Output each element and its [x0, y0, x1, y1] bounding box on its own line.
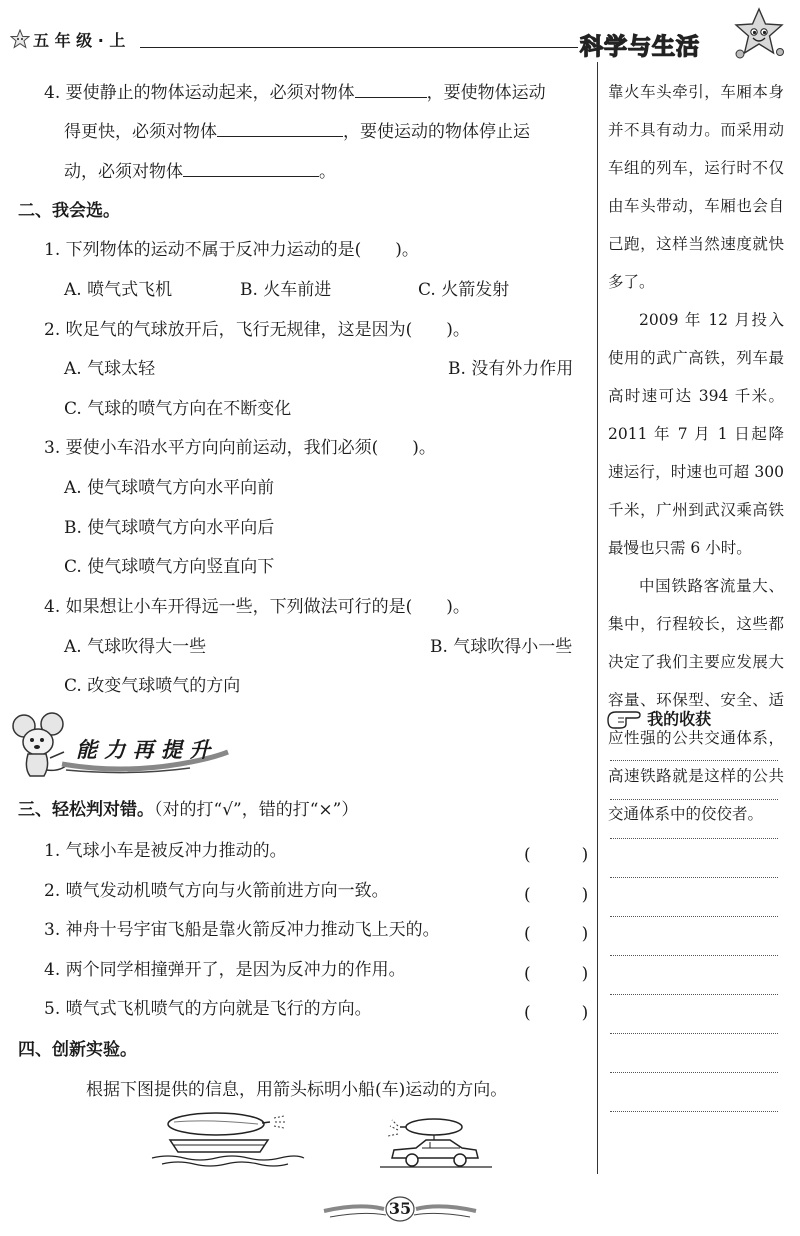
fill-question-line-1: 4. 要使静止的物体运动起来，必须对物体 ，要使物体运动	[44, 83, 546, 103]
notes-line[interactable]	[610, 877, 778, 878]
sidebar-paragraph-1: 靠火车头牵引，车厢本身并不具有动力。而采用动车组的列车，运行时不仅由车头带动，车厢也会自己跑，这样当然速度就快多了。	[608, 83, 784, 291]
grade-label: 五 年 级 · 上	[33, 31, 126, 50]
smiling-star-mascot-icon	[730, 6, 788, 62]
option-c[interactable]: C. 改变气球喷气的方向	[64, 676, 241, 696]
balloon-car-drawing[interactable]	[376, 1114, 496, 1174]
notes-line[interactable]	[610, 1033, 778, 1034]
sidebar-paragraph-3: 中国铁路客流量大、集中，行程较长，这些都决定了我们主要应发展大容量、环保型、安全、适应性强的公共交通体系，高速铁路就是这样的公共交通体系中的佼佼者。	[608, 577, 784, 823]
answer-blank[interactable]	[355, 81, 427, 98]
notes-line[interactable]	[610, 799, 778, 800]
option-b[interactable]: B. 火车前进	[240, 280, 332, 300]
section-2-title: 二、我会选。	[18, 201, 120, 221]
answer-parens[interactable]: ( )	[524, 924, 589, 944]
option-c[interactable]: C. 火箭发射	[418, 280, 510, 300]
section-4-title: 四、创新实验。	[18, 1040, 137, 1060]
header	[0, 0, 800, 60]
answer-parens[interactable]: ( )	[524, 845, 589, 865]
fill-question-line-2: 得更快，必须对物体 ，要使运动的物体停止运	[64, 122, 530, 142]
section-3-hint: （对的打“√”，错的打“×”）	[154, 800, 359, 820]
option-a[interactable]: A. 使气球喷气方向水平向前	[64, 478, 275, 498]
choice-question-4: 4. 如果想让小车开得远一些，下列做法可行的是( )。	[44, 597, 470, 617]
option-c[interactable]: C. 使气球喷气方向竖直向下	[64, 557, 275, 577]
notes-line[interactable]	[610, 994, 778, 995]
brand-title: 科学与生活	[580, 34, 700, 60]
option-b[interactable]: B. 气球吹得小一些	[430, 637, 573, 657]
page-number: 35	[388, 1199, 412, 1218]
choice-question-2: 2. 吹足气的气球放开后，飞行无规律，这是因为( )。	[44, 320, 470, 340]
choice-question-3: 3. 要使小车沿水平方向向前运动，我们必须( )。	[44, 438, 436, 458]
option-a[interactable]: A. 气球太轻	[64, 359, 156, 379]
judge-item-4: 4. 两个同学相撞弹开了，是因为反冲力的作用。	[44, 960, 406, 980]
notes-line[interactable]	[610, 838, 778, 839]
answer-blank[interactable]	[183, 160, 319, 177]
notes-line[interactable]	[610, 955, 778, 956]
section-3-title: 三、轻松判对错。	[18, 800, 154, 820]
answer-blank[interactable]	[217, 120, 343, 137]
judge-item-2: 2. 喷气发动机喷气方向与火箭前进方向一致。	[44, 881, 389, 901]
judge-item-1: 1. 气球小车是被反冲力推动的。	[44, 841, 287, 861]
option-b[interactable]: B. 没有外力作用	[448, 359, 574, 379]
fill-question-line-3: 动，必须对物体 。	[64, 162, 336, 182]
option-b[interactable]: B. 使气球喷气方向水平向后	[64, 518, 275, 538]
notes-line[interactable]	[610, 916, 778, 917]
banner-title: 能 力 再 提 升	[76, 738, 211, 762]
notes-line[interactable]	[610, 1111, 778, 1112]
option-c[interactable]: C. 气球的喷气方向在不断变化	[64, 399, 292, 419]
notes-heading	[606, 706, 711, 730]
option-a[interactable]: A. 气球吹得大一些	[64, 637, 207, 657]
answer-parens[interactable]: ( )	[524, 1003, 589, 1023]
judge-item-3: 3. 神舟十号宇宙飞船是靠火箭反冲力推动飞上天的。	[44, 920, 440, 940]
pointing-hand-icon	[606, 706, 642, 730]
sidebar-paragraph-2: 2009 年 12 月投入使用的武广高铁，列车最高时速可达 394 千米。2011 年 7 月 1 日起降速运行，时速也可超 300 千米，广州到武汉乘高铁最慢也只需 6 小时。	[608, 311, 784, 557]
notes-line[interactable]	[610, 1072, 778, 1073]
choice-question-1: 1. 下列物体的运动不属于反冲力运动的是( )。	[44, 240, 419, 260]
judge-item-5: 5. 喷气式飞机喷气的方向就是飞行的方向。	[44, 999, 372, 1019]
answer-parens[interactable]: ( )	[524, 885, 589, 905]
answer-parens[interactable]: ( )	[524, 964, 589, 984]
section-3-heading	[18, 799, 358, 821]
notes-line[interactable]	[610, 760, 778, 761]
experiment-instruction: 根据下图提供的信息，用箭头标明小船(车)运动的方向。	[86, 1080, 508, 1100]
header-rule	[140, 47, 578, 48]
balloon-boat-drawing[interactable]	[148, 1110, 308, 1172]
star-icon	[10, 29, 30, 49]
option-a[interactable]: A. 喷气式飞机	[64, 280, 173, 300]
column-divider	[597, 62, 598, 1174]
notes-title: 我的收获	[647, 709, 712, 729]
